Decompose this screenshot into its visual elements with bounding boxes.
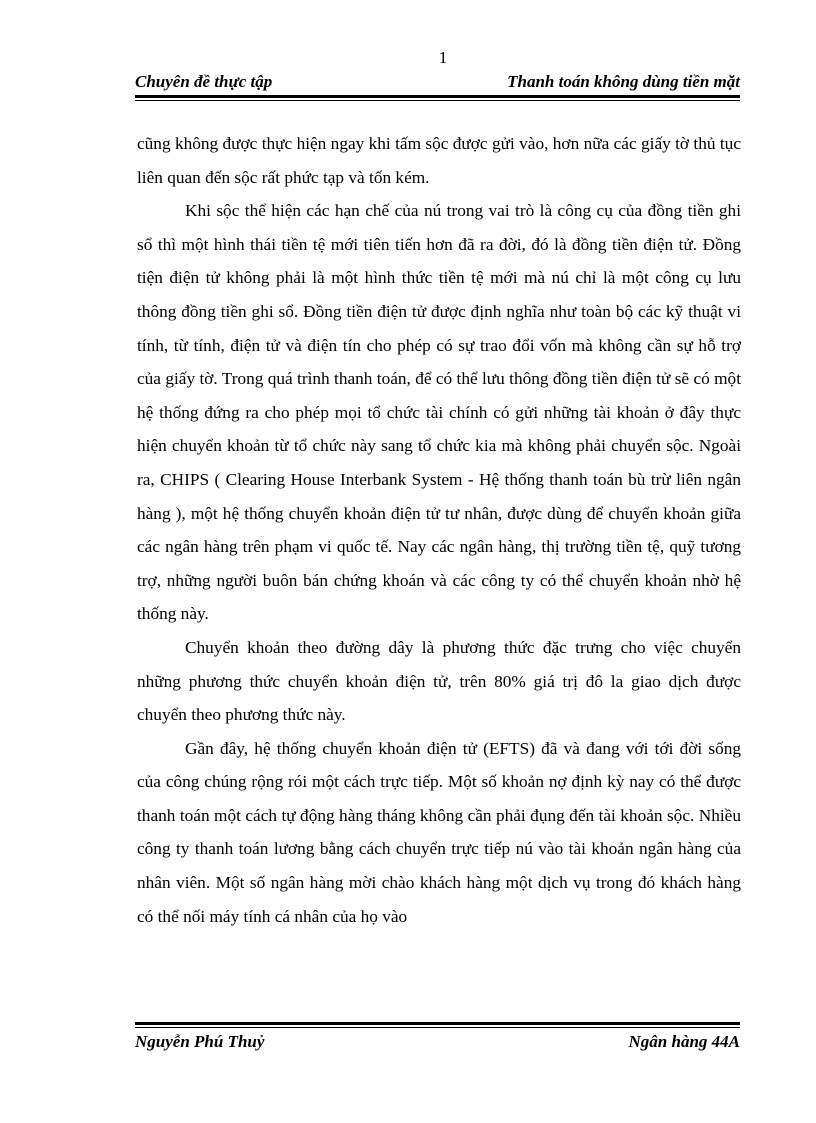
paragraph-continuation: cũng không được thực hiện ngay khi tấm sộc được gửi vào, hơn nữa các giấy tờ thủ tục liên quan đến sộc rất phức tạp và tốn kém. xyxy=(137,134,741,187)
header-rule xyxy=(135,95,740,101)
footer-class: Ngân hàng 44A xyxy=(628,1032,740,1051)
paragraph: Gần đây, hệ thống chuyển khoản điện tử (EFTS) đã và đang với tới đời sống của công chúng rộng rói một cách trực tiếp. Một số khoản nợ định kỳ nay có thể được thanh toán một cách tự động hàng tháng không cần phải đụng đến tài khoản sộc. Nhiều công ty thanh toán lương bằng cách chuyển trực tiếp nú vào tài khoản ngân hàng của nhân viên. Một số ngân hàng mời chào khách hàng một dịch vụ trong đó khách hàng có thể nối máy tính cá nhân của họ vào xyxy=(137,738,741,926)
footer-author: Nguyễn Phú Thuỷ xyxy=(135,1032,265,1051)
header-topic: Thanh toán không dùng tiền mặt xyxy=(507,72,740,91)
paragraph: Khi sộc thể hiện các hạn chế của nú trong vai trò là công cụ của đồng tiền ghi sổ thì một hình thái tiền tệ mới tiên tiến hơn đã ra đời, đó là đồng tiền điện tử. Đồng tiện điện tử không phải là một hình thức tiền tệ mới mà nú chỉ là một công cụ lưu thông đồng tiền ghi sổ. Đồng tiền điện tử được định nghĩa như toàn bộ các kỹ thuật vi tính, từ tính, điện tử và điện tín cho phép có sự trao đổi vốn mà không cần sự hỗ trợ của giấy tờ. Trong quá trình thanh toán, để có thể lưu thông đồng tiền điện tử sẽ có một hệ thống đứng ra cho phép mọi tổ chức tài chính có gửi những tài khoản ở đây thực hiện chuyển khoản từ tổ chức này sang tổ chức kia mà không phải chuyển sộc. Ngoài ra, CHIPS ( Clearing House Interbank System - Hệ thống thanh toán bù trừ liên ngân hàng ), một hệ thống chuyển khoản điện tử tư nhân, được dùng để chuyển khoản giữa các ngân hàng trên phạm vi quốc tế. Nay các ngân hàng, thị trường tiền tệ, quỹ tương trợ, những người buôn bán chứng khoán và các công ty có thể chuyển khoản nhờ hệ thống này. xyxy=(137,201,741,624)
page-number: 1 xyxy=(438,48,448,67)
header-document-type: Chuyên đề thực tập xyxy=(135,72,273,91)
page-footer xyxy=(135,1032,740,1054)
page-header xyxy=(135,72,740,94)
footer-rule xyxy=(135,1022,740,1028)
paragraph: Chuyển khoản theo đường dây là phương thức đặc trưng cho việc chuyển những phương thức chuyển khoản điện tử, trên 80% giá trị đô la giao dịch được chuyển theo phương thức này. xyxy=(137,637,741,725)
body-text xyxy=(137,127,741,933)
